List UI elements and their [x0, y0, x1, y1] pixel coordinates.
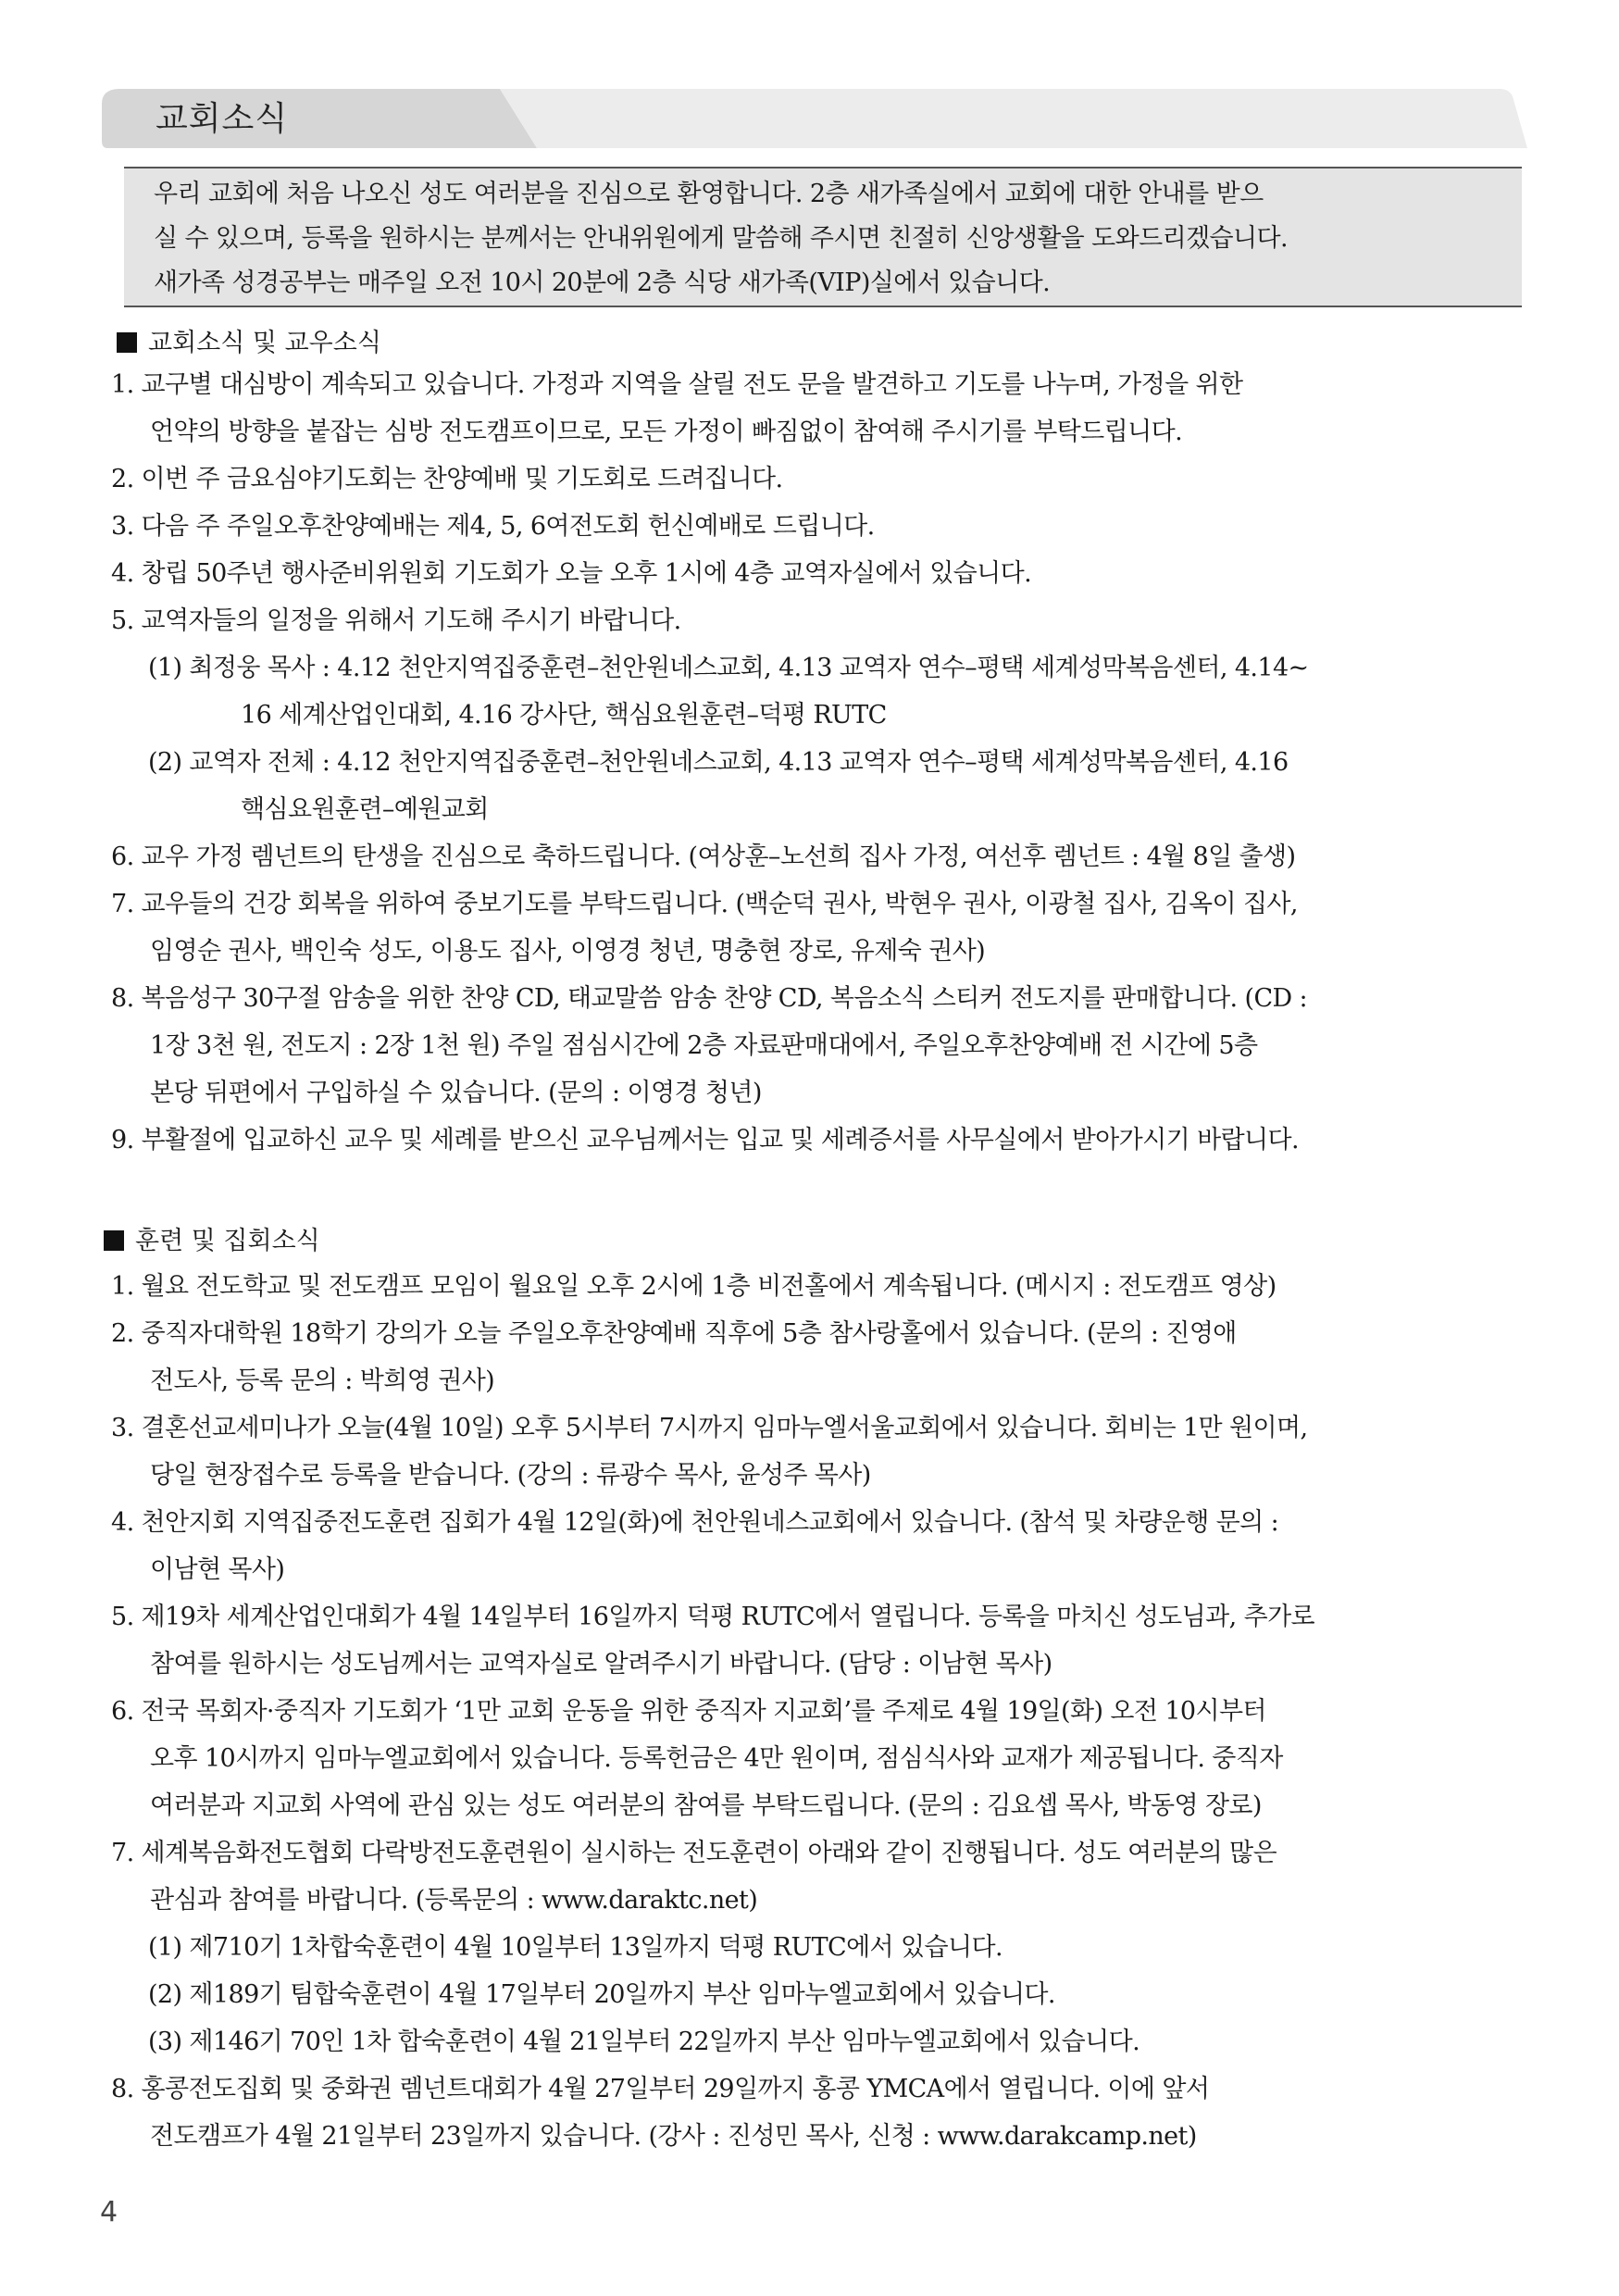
list-item-line: 1장 3천 원, 전도지 : 2장 1천 원) 주일 점심시간에 2층 자료판매대에서, 주일오후찬양예배 전 시간에 5층: [150, 1031, 1258, 1060]
welcome-line: 우리 교회에 처음 나오신 성도 여러분을 진심으로 환영합니다. 2층 새가족실에서 교회에 대한 안내를 받으: [154, 180, 1264, 208]
list-item-line: 16 세계산업인대회, 4.16 강사단, 핵심요원훈련–덕평 RUTC: [241, 701, 887, 730]
list-item-line: 6. 교우 가정 렘넌트의 탄생을 진심으로 축하드립니다. (여상훈–노선희 집사 가정, 여선후 렘넌트 : 4월 8일 출생): [111, 842, 1296, 871]
list-item-line: (3) 제146기 70인 1차 합숙훈련이 4월 21일부터 22일까지 부산 임마누엘교회에서 있습니다.: [148, 2028, 1140, 2056]
list-item: [111, 1593, 1518, 1688]
page-title: 교회소식: [156, 100, 289, 138]
list-item: [111, 361, 1518, 455]
list-item-line: 8. 홍콩전도집회 및 중화권 렘넌트대회가 4월 27일부터 29일까지 홍콩 YMCA에서 열립니다. 이에 앞서: [111, 2075, 1210, 2103]
section-header: [102, 85, 1527, 159]
list-item-line: 언약의 방향을 붙잡는 심방 전도캠프이므로, 모든 가정이 빠짐없이 참여해 주시기를 부탁드립니다.: [150, 418, 1183, 446]
list-item-line: 6. 전국 목회자·중직자 기도회가 ‘1만 교회 운동을 위한 중직자 지교회’를 주제로 4월 19일(화) 오전 10시부터: [111, 1697, 1266, 1726]
list-item: [111, 975, 1518, 1117]
list-item-line: 본당 뒤편에서 구입하실 수 있습니다. (문의 : 이영경 청년): [150, 1079, 762, 1107]
church-news-list: [111, 361, 1518, 1164]
list-item-line: 전도캠프가 4월 21일부터 23일까지 있습니다. (강사 : 진성민 목사, 신청 : www.darakcamp.net): [150, 2122, 1197, 2151]
list-item-line: 당일 현장접수로 등록을 받습니다. (강의 : 류광수 목사, 윤성주 목사): [150, 1461, 871, 1490]
list-item-line: 관심과 참여를 바랍니다. (등록문의 : www.daraktc.net): [150, 1886, 758, 1915]
list-item-line: 7. 세계복음화전도협회 다락방전도훈련원이 실시하는 전도훈련이 아래와 같이 진행됩니다. 성도 여러분의 많은: [111, 1839, 1277, 1867]
list-item: [111, 550, 1518, 597]
list-item-line: 오후 10시까지 임마누엘교회에서 있습니다. 등록헌금은 4만 원이며, 점심식사와 교재가 제공됩니다. 중직자: [150, 1744, 1283, 1773]
sub-list-item: [111, 644, 1518, 739]
list-item-line: 5. 제19차 세계산업인대회가 4월 14일부터 16일까지 덕평 RUTC에서 열립니다. 등록을 마치신 성도님과, 추가로: [111, 1603, 1315, 1631]
list-item: [111, 880, 1518, 975]
welcome-line: 새가족 성경공부는 매주일 오전 10시 20분에 2층 식당 새가족(VIP)실에서 있습니다.: [154, 268, 1051, 297]
list-item-line: 5. 교역자들의 일정을 위해서 기도해 주시기 바랍니다.: [111, 606, 681, 635]
welcome-box: [124, 167, 1522, 307]
list-item-line: 7. 교우들의 건강 회복을 위하여 중보기도를 부탁드립니다. (백순덕 권사, 박현우 권사, 이광철 집사, 김옥이 집사,: [111, 890, 1298, 918]
list-item-line: (1) 제710기 1차합숙훈련이 4월 10일부터 13일까지 덕평 RUTC에서 있습니다.: [148, 1933, 1003, 1962]
list-item-line: 3. 다음 주 주일오후찬양예배는 제4, 5, 6여전도회 헌신예배로 드립니다.: [111, 512, 875, 541]
page-number: 4: [100, 2196, 118, 2228]
list-item: [111, 2065, 1518, 2160]
sub-list-item: [111, 739, 1518, 833]
list-item-line: 8. 복음성구 30구절 암송을 위한 찬양 CD, 태교말씀 암송 찬양 CD, 복음소식 스티커 전도지를 판매합니다. (CD :: [111, 984, 1308, 1013]
list-item-line: 2. 이번 주 금요심야기도회는 찬양예배 및 기도회로 드려집니다.: [111, 465, 783, 493]
list-item: [111, 833, 1518, 880]
list-item: [111, 1829, 1518, 1924]
list-item: [111, 1688, 1518, 1829]
list-item: [111, 1404, 1518, 1499]
list-item-line: 4. 천안지회 지역집중전도훈련 집회가 4월 12일(화)에 천안원네스교회에서 있습니다. (참석 및 차량운행 문의 :: [111, 1508, 1279, 1537]
list-item-line: 4. 창립 50주년 행사준비위원회 기도회가 오늘 오후 1시에 4층 교역자실에서 있습니다.: [111, 559, 1032, 588]
list-item-line: 이남현 목사): [150, 1555, 285, 1584]
header-tab-shape: [102, 85, 1527, 159]
square-bullet-icon: [104, 1230, 124, 1251]
training-news-list: [111, 1263, 1518, 2160]
welcome-line: 실 수 있으며, 등록을 원하시는 분께서는 안내위원에게 말씀해 주시면 친절히 신앙생활을 도와드리겠습니다.: [154, 224, 1288, 253]
sub-list-item: [111, 1971, 1518, 2018]
list-item-line: (2) 제189기 팀합숙훈련이 4월 17일부터 20일까지 부산 임마누엘교회에서 있습니다.: [148, 1980, 1055, 2009]
list-item: [111, 1499, 1518, 1593]
list-item: [111, 1117, 1518, 1164]
list-item: [111, 503, 1518, 550]
list-item-line: 1. 월요 전도학교 및 전도캠프 모임이 월요일 오후 2시에 1층 비전홀에서 계속됩니다. (메시지 : 전도캠프 영상): [111, 1272, 1277, 1301]
list-item-line: 여러분과 지교회 사역에 관심 있는 성도 여러분의 참여를 부탁드립니다. (문의 : 김요셉 목사, 박동영 장로): [150, 1791, 1262, 1820]
sub-list-item: [111, 2018, 1518, 2065]
list-item-line: 1. 교구별 대심방이 계속되고 있습니다. 가정과 지역을 살릴 전도 문을 발견하고 기도를 나누며, 가정을 위한: [111, 370, 1243, 399]
list-item-line: 9. 부활절에 입교하신 교우 및 세례를 받으신 교우님께서는 입교 및 세례증서를 사무실에서 받아가시기 바랍니다.: [111, 1126, 1300, 1154]
list-item: [111, 1263, 1518, 1310]
list-item: [111, 455, 1518, 503]
list-item-line: 핵심요원훈련–예원교회: [241, 795, 489, 824]
section-heading-text: 훈련 및 집회소식: [135, 1227, 320, 1255]
list-item-line: (1) 최정웅 목사 : 4.12 천안지역집중훈련–천안원네스교회, 4.13 교역자 연수–평택 세계성막복음센터, 4.14~: [148, 654, 1309, 682]
list-item-line: 임영순 권사, 백인숙 성도, 이용도 집사, 이영경 청년, 명충현 장로, 유제숙 권사): [150, 937, 986, 966]
sub-list-item: [111, 1924, 1518, 1971]
list-item-line: 전도사, 등록 문의 : 박희영 권사): [150, 1366, 495, 1395]
section-heading-church-news: [117, 322, 381, 358]
list-item: [111, 1310, 1518, 1404]
section-heading-text: 교회소식 및 교우소식: [148, 329, 381, 357]
list-item-line: 2. 중직자대학원 18학기 강의가 오늘 주일오후찬양예배 직후에 5층 참사랑홀에서 있습니다. (문의 : 진영애: [111, 1319, 1237, 1348]
list-item-line: 참여를 원하시는 성도님께서는 교역자실로 알려주시기 바랍니다. (담당 : 이남현 목사): [150, 1650, 1052, 1678]
list-item: [111, 597, 1518, 644]
section-heading-training: [104, 1220, 320, 1256]
list-item-line: (2) 교역자 전체 : 4.12 천안지역집중훈련–천안원네스교회, 4.13 교역자 연수–평택 세계성막복음센터, 4.16: [148, 748, 1289, 777]
list-item-line: 3. 결혼선교세미나가 오늘(4월 10일) 오후 5시부터 7시까지 임마누엘서울교회에서 있습니다. 회비는 1만 원이며,: [111, 1414, 1308, 1442]
square-bullet-icon: [117, 332, 137, 353]
